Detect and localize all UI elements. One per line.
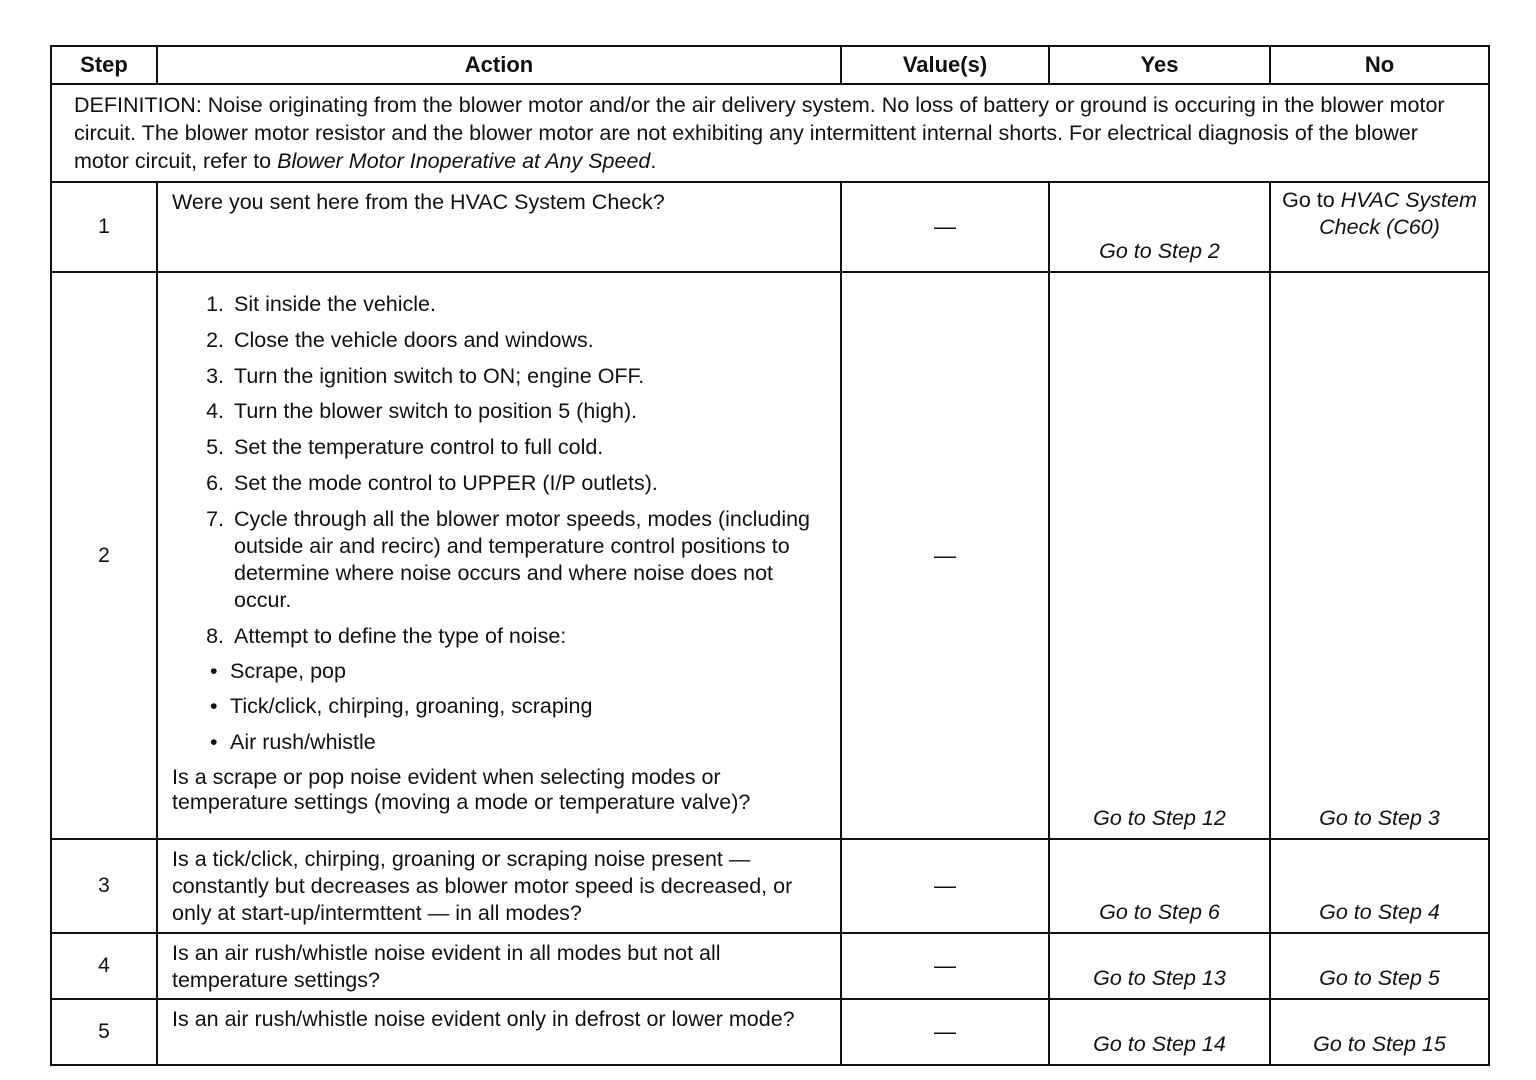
table-row — [51, 272, 1489, 839]
yes-link[interactable]: Go to Step 12 — [1049, 272, 1270, 839]
value-cell: — — [841, 933, 1049, 999]
definition-cell — [51, 84, 1489, 182]
list-item — [230, 623, 830, 757]
yes-link[interactable]: Go to Step 14 — [1049, 999, 1270, 1065]
yes-link[interactable]: Go to Step 13 — [1049, 933, 1270, 999]
no-link[interactable]: Go to Step 15 — [1270, 999, 1489, 1065]
no-link[interactable] — [1270, 182, 1489, 272]
no-link[interactable]: Go to Step 4 — [1270, 839, 1489, 933]
list-item: 3. Turn the ignition switch to ON; engine OFF. — [230, 363, 830, 390]
table-row — [51, 839, 1489, 933]
action-text: Is a tick/click, chirping, groaning or scraping noise present — constantly but decreases as blower motor speed is decreased, or only at start-up/intermttent — in all modes? — [157, 839, 841, 933]
header-values: Value(s) — [841, 46, 1049, 84]
step-number: 1 — [51, 182, 157, 272]
list-item: 1. Sit inside the vehicle. — [230, 291, 830, 318]
definition-text: DEFINITION: Noise originating from the blower motor and/or the air delivery system. No loss of battery or ground is occuring in the blower motor circuit. The blower motor resistor and the blower motor are not exhibiting any intermittent internal shorts. For electrical diagnosis of the blower motor circuit, refer to — [74, 93, 1445, 173]
action-text: Is an air rush/whistle noise evident only in defrost or lower mode? — [157, 999, 841, 1065]
table-row — [51, 999, 1489, 1065]
list-item: 2. Close the vehicle doors and windows. — [230, 327, 830, 354]
table-row — [51, 182, 1489, 272]
list-item-label: Attempt to define the type of noise: — [234, 623, 567, 648]
header-step: Step — [51, 46, 157, 84]
header-no: No — [1270, 46, 1489, 84]
yes-link[interactable]: Go to Step 2 — [1049, 182, 1270, 272]
step-number: 5 — [51, 999, 157, 1065]
step-number: 4 — [51, 933, 157, 999]
list-item: 4. Turn the blower switch to position 5 (high). — [230, 398, 830, 425]
noise-type: • Scrape, pop — [208, 658, 830, 685]
value-cell: — — [841, 839, 1049, 933]
list-item: 7. Cycle through all the blower motor speeds, modes (including outside air and recirc) and temperature control positions to determine where noise occurs and where noise does not occur. — [230, 506, 830, 614]
header-row — [51, 46, 1489, 84]
step-question: Is a scrape or pop noise evident when selecting modes or temperature settings (moving a mode or temperature valve)? — [172, 764, 751, 814]
yes-link[interactable]: Go to Step 6 — [1049, 839, 1270, 933]
list-item: 6. Set the mode control to UPPER (I/P outlets). — [230, 470, 830, 497]
header-action: Action — [157, 46, 841, 84]
table-row — [51, 933, 1489, 999]
step-number: 3 — [51, 839, 157, 933]
step-number: 2 — [51, 272, 157, 839]
definition-row — [51, 84, 1489, 182]
noise-type: • Tick/click, chirping, groaning, scraping — [208, 693, 830, 720]
definition-end: . — [650, 149, 657, 173]
no-ref: HVAC System Check (C60) — [1319, 188, 1477, 239]
noise-type: • Air rush/whistle — [208, 729, 830, 756]
action-text: Is an air rush/whistle noise evident in all modes but not all temperature settings? — [157, 933, 841, 999]
header-yes: Yes — [1049, 46, 1270, 84]
value-cell: — — [841, 272, 1049, 839]
action-cell — [157, 272, 841, 839]
diagnostic-table — [50, 45, 1490, 1066]
value-cell: — — [841, 999, 1049, 1065]
value-cell: — — [841, 182, 1049, 272]
no-prefix: Go to — [1282, 188, 1341, 212]
no-link[interactable]: Go to Step 3 — [1270, 272, 1489, 839]
noise-type-list — [208, 658, 830, 757]
no-link[interactable]: Go to Step 5 — [1270, 933, 1489, 999]
list-item: 5. Set the temperature control to full cold. — [230, 434, 830, 461]
instruction-list — [172, 291, 830, 756]
definition-ref: Blower Motor Inoperative at Any Speed — [277, 149, 651, 173]
action-text: Were you sent here from the HVAC System Check? — [157, 182, 841, 272]
